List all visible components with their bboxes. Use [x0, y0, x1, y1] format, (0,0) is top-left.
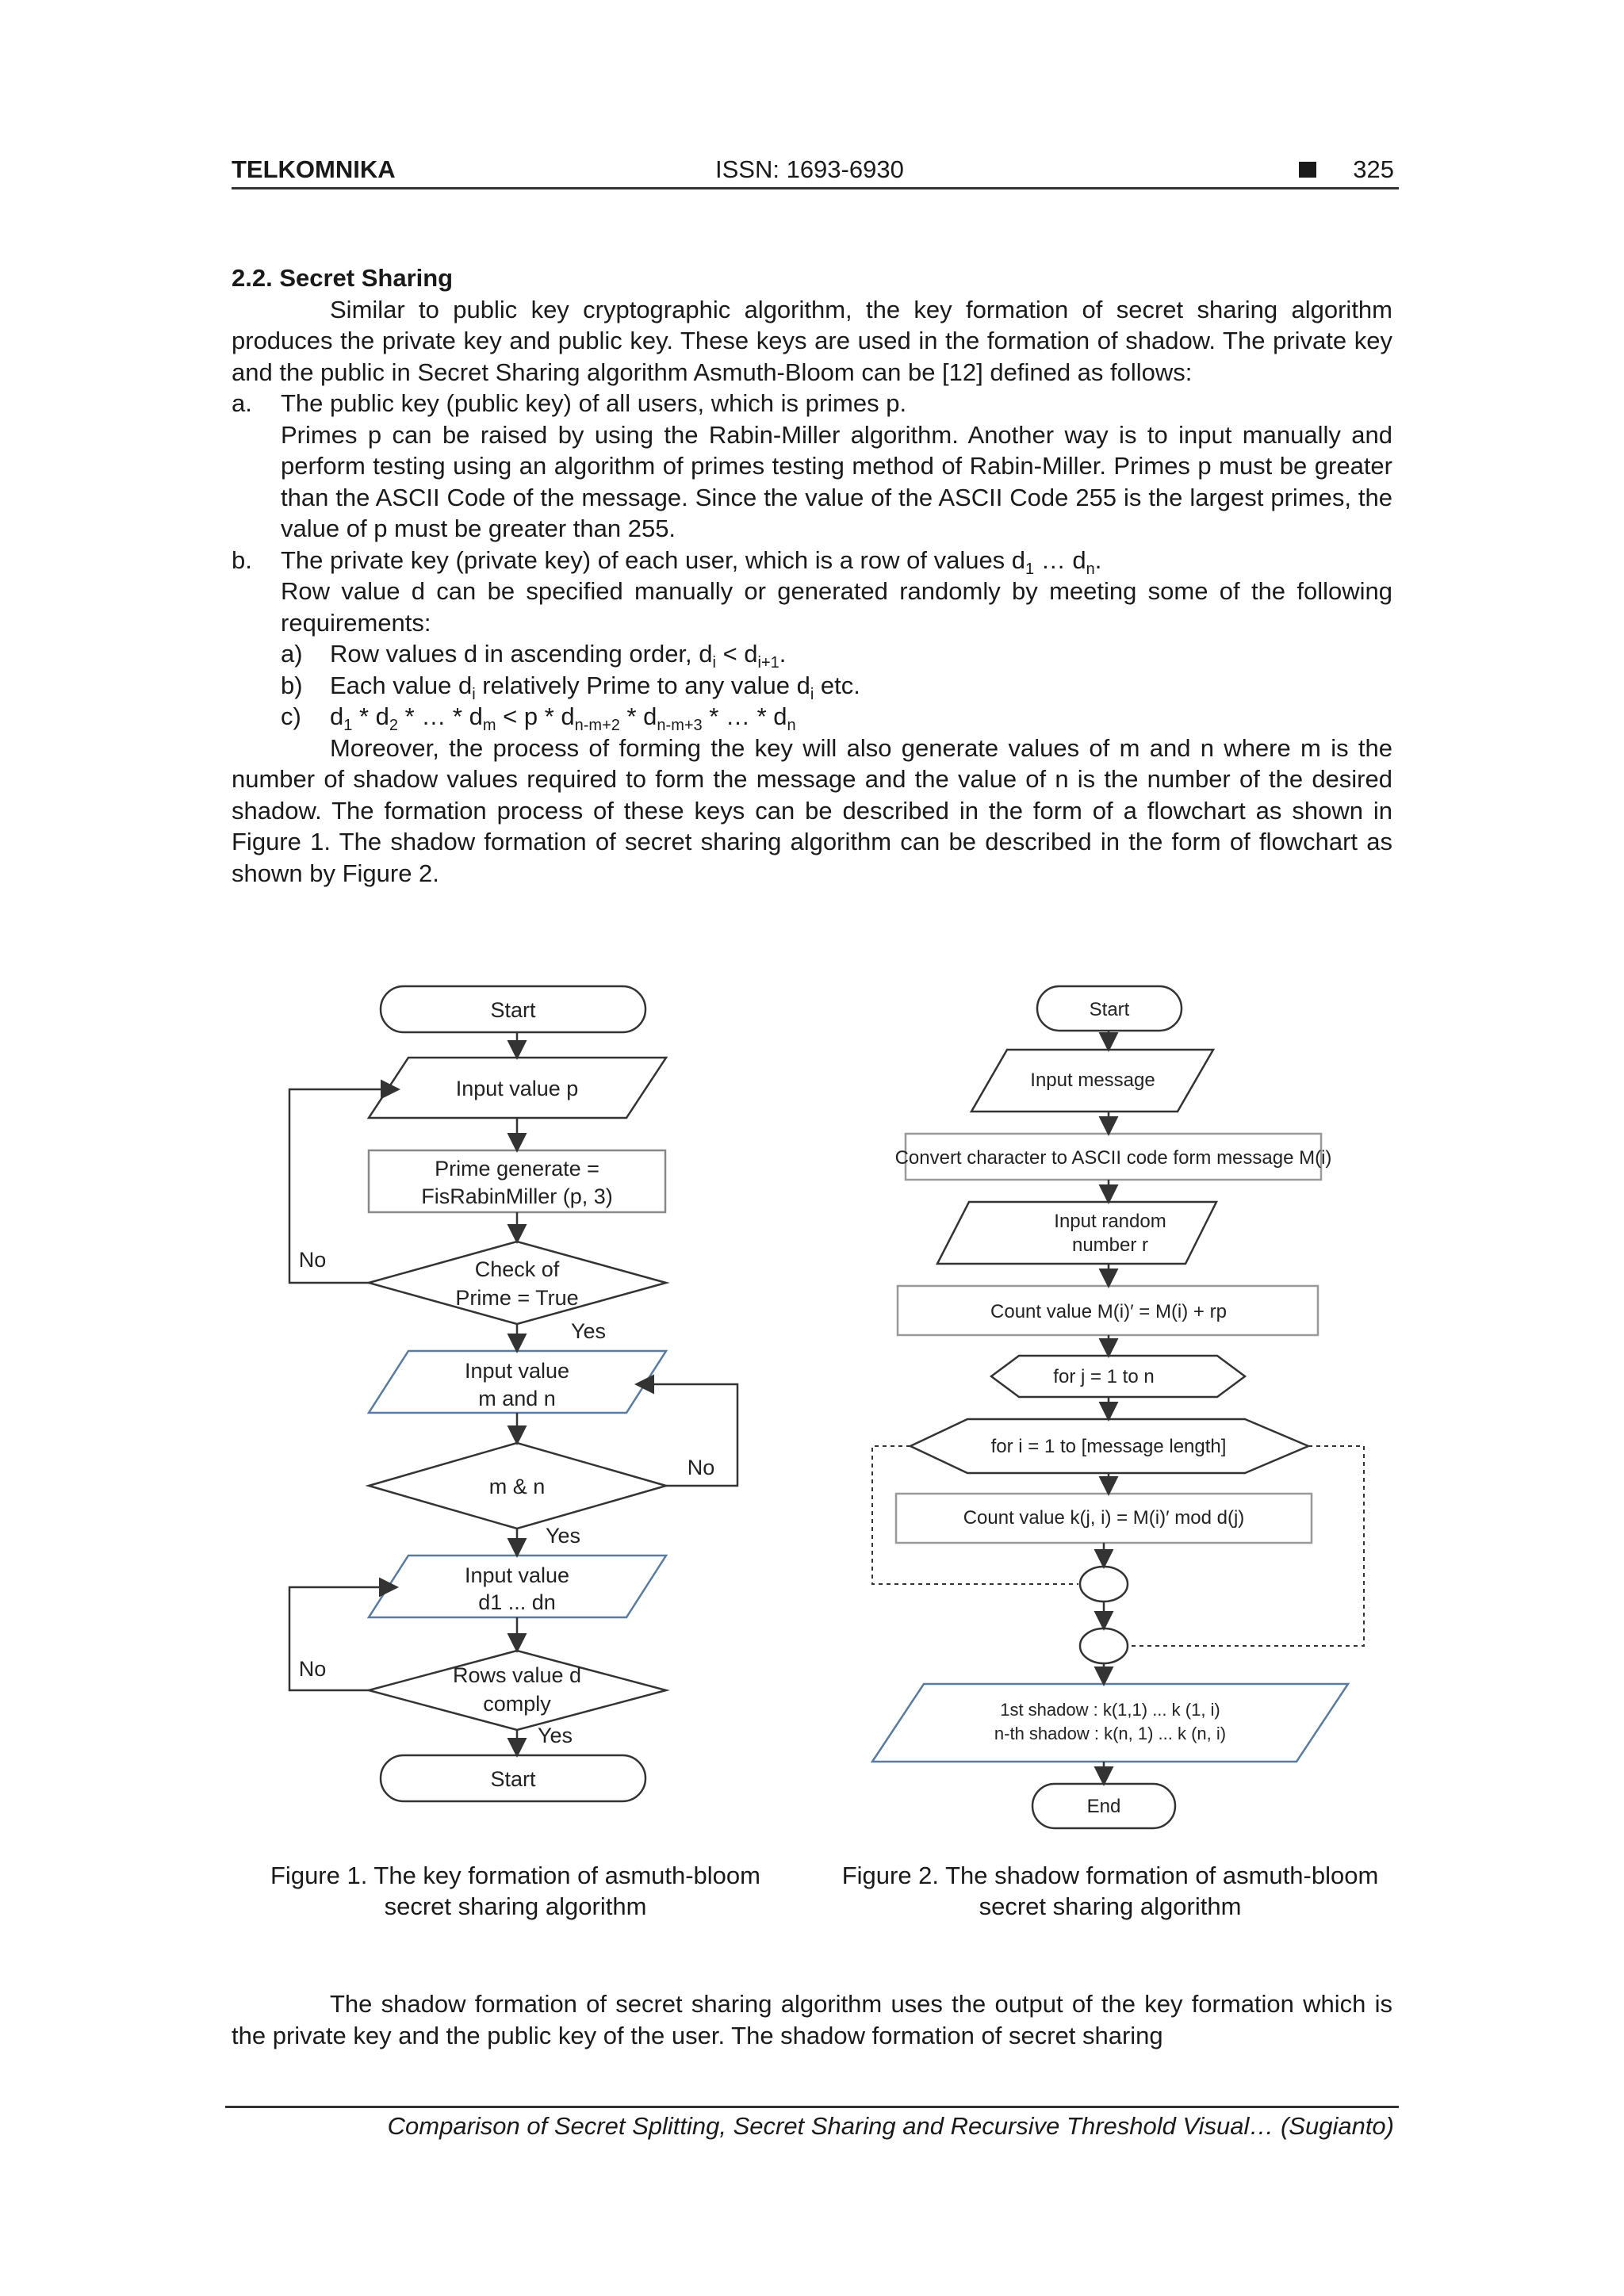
list-item-b-text: Row value d can be specified manually or generated randomly by meeting some of the following requirements: — [281, 577, 1392, 637]
footer-divider — [225, 2106, 1399, 2108]
paragraph-2: Moreover, the process of forming the key will also generate values of m and n where m is the number of shadow values required to form the message and the value of n is the number of the desired shadow. The formation process of these keys can be described in the form of a flowchart as shown in Figure 1. The shadow formation of secret sharing algorithm can be described in the form of flowchart as shown by Figure 2. — [232, 733, 1392, 887]
page-number: 325 — [1353, 155, 1394, 183]
f1-yes-label-2: Yes — [545, 1524, 581, 1548]
f1-prime-gen-line2: FisRabinMiller (p, 3) — [421, 1184, 613, 1208]
list-item-a: a. The public key (public key) of all users, which is primes p. Primes p can be raised by using the Rabin-Miller algorithm. Another way is to input manually and perform testing using an algorithm of primes testing method of Rabin-Miller. Primes p must be greater than the ASCII Code of the message. Since the value of the ASCII Code 255 is the largest primes, the value of p must be greater than 255. — [232, 388, 1392, 545]
f1-prime-gen-line1: Prime generate = — [435, 1157, 599, 1181]
section-title: 2.2. Secret Sharing — [232, 264, 454, 292]
f1-end-label: Start — [490, 1767, 536, 1791]
f2-convert-label: Convert character to ASCII code form message M(i) — [894, 1147, 1332, 1169]
f1-check-line2: Prime = True — [455, 1286, 579, 1310]
f2-end-label: End — [1086, 1796, 1121, 1817]
f2-for-j-label: for j = 1 to n — [1053, 1366, 1155, 1387]
f2-count2-label: Count value k(j, i) = M(i)′ mod d(j) — [963, 1507, 1245, 1529]
journal-name: TELKOMNIKA — [232, 155, 396, 183]
f2-count1-label: Count value M(i)′ = M(i) + rp — [990, 1301, 1227, 1322]
f1-input-mn-line1: Input value — [464, 1359, 570, 1383]
requirement-a: a) Row values d in ascending order, $d_i < d_{i+1}$. — [281, 640, 787, 672]
f1-yes-label-3: Yes — [537, 1724, 573, 1747]
f1-no-label-1: No — [298, 1248, 327, 1272]
requirement-c: c) $d_1 * d_2$ * … * $d_m < p * d_{n-m+2} * d_{n-m+3}$ * … * $d_n$ — [281, 702, 796, 735]
f1-mn-decision-label: m & n — [488, 1475, 546, 1498]
f1-check-line1: Check of — [474, 1257, 560, 1281]
list-item-b: b. The private key (private key) of each user, which is a row of values $d_1$ … $d_n$. Row value d can be specified manually or generated randomly by meeting some of the following requirements: — [232, 545, 1392, 639]
list-item-a-title: The public key (public key) of all users, which is primes p. — [281, 389, 907, 417]
f2-input-r-line1: Input random — [1054, 1211, 1166, 1232]
figure-1-caption: Figure 1. The key formation of asmuth-bloom secret sharing algorithm — [270, 1862, 760, 1920]
page-footer: Comparison of Secret Splitting, Secret Sharing and Recursive Threshold Visual… (Sugianto) — [387, 2112, 1394, 2140]
paragraph-3: The shadow formation of secret sharing algorithm uses the output of the key formation which is the private key and the public key of the user. The shadow formation of secret sharing — [232, 1990, 1392, 2049]
f1-input-mn-line2: m and n — [478, 1387, 556, 1410]
section-body — [232, 262, 1392, 889]
issn: ISSN: 1693-6930 — [715, 155, 904, 183]
intro-paragraph: Similar to public key cryptographic algorithm, the key formation of secret sharing algorithm produces the private key and public key. These keys are used in the formation of shadow. The private key and the public in Secret Sharing algorithm Asmuth-Bloom can be [12] defined as follows: — [232, 295, 1392, 386]
f2-shadow-line2: n-th shadow : k(n, 1) ... k (n, i) — [994, 1724, 1227, 1743]
f2-for-i-label: for i = 1 to [message length] — [990, 1436, 1227, 1457]
f2-loop-end-i — [1080, 1567, 1128, 1601]
header-divider — [232, 187, 1399, 189]
figure-1-flowchart — [278, 975, 753, 1816]
rows-comply-decision — [369, 1651, 666, 1730]
f1-input-p-label: Input value p — [455, 1077, 579, 1100]
requirement-b: b) Each value $d_i$ relatively Prime to any value $d_i$ etc. — [281, 671, 860, 703]
figure-2-flowchart — [848, 975, 1372, 1831]
f1-rows-line2: comply — [483, 1692, 551, 1716]
figure-2-caption: Figure 2. The shadow formation of asmuth-bloom secret sharing algorithm — [841, 1862, 1379, 1920]
square-bullet-icon — [1299, 162, 1316, 178]
f2-start-label: Start — [1089, 999, 1130, 1020]
page-header — [232, 155, 1399, 187]
f2-input-r-line2: number r — [1071, 1234, 1149, 1256]
f1-input-d-line2: d1 ... dn — [478, 1590, 556, 1614]
f1-yes-label-1: Yes — [570, 1319, 607, 1343]
paragraph-3-block — [232, 1988, 1392, 2051]
list-item-b-title: The private key (private key) of each user, which is a row of values $d_1$ … $d_n$. — [281, 545, 1102, 578]
f1-no-label-3: No — [298, 1657, 327, 1681]
list-item-a-text: Primes p can be raised by using the Rabin-Miller algorithm. Another way is to input manually and perform testing using an algorithm of primes testing method of Rabin-Miller. Primes p must be greater than the ASCII Code of the message. Since the value of the ASCII Code 255 is the largest primes, the value of p must be greater than 255. — [281, 420, 1392, 542]
f1-input-d-line1: Input value — [464, 1563, 570, 1587]
f1-start-label: Start — [490, 998, 536, 1022]
f2-shadow-line1: 1st shadow : k(1,1) ... k (1, i) — [1000, 1700, 1220, 1720]
f1-rows-line1: Rows value d — [452, 1663, 582, 1687]
f1-no-label-2: No — [687, 1456, 715, 1479]
f2-output-shadow — [872, 1684, 1348, 1762]
check-prime-decision — [369, 1242, 666, 1324]
f2-input-msg-label: Input message — [1030, 1070, 1155, 1091]
f2-loop-end-j — [1080, 1628, 1128, 1663]
